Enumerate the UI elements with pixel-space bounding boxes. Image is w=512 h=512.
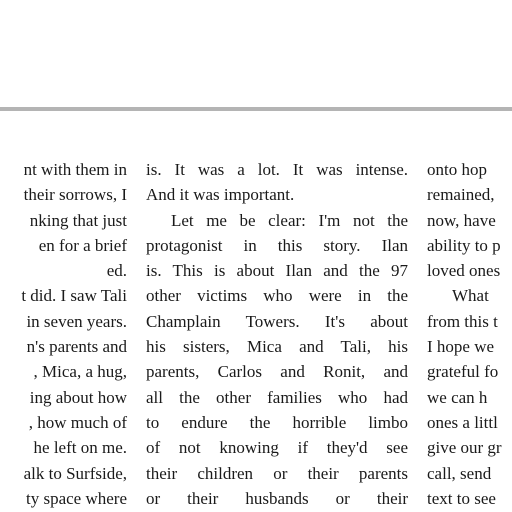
text-line: all the other families who had <box>146 387 408 407</box>
text-line: ones a littl <box>427 412 498 432</box>
text-line: in seven years. <box>26 311 127 331</box>
text-line: their children or their parents <box>146 463 408 483</box>
text-line: ability to p <box>427 235 501 255</box>
left-column <box>21 157 127 511</box>
text-line: t did. I saw Tali <box>21 286 127 306</box>
text-line: ty space where <box>25 488 127 508</box>
text-line: is. It was a lot. It was intense. <box>146 160 408 179</box>
text-line: he left on me. <box>33 438 127 458</box>
text-line: alk to Surfside, <box>23 463 127 483</box>
paragraph-first-line: Let me be clear: I'm not the <box>171 210 408 230</box>
text-line: n's parents and <box>26 337 127 357</box>
text-line: protagonist in this story. Ilan <box>146 235 408 255</box>
text-line: , how much of <box>28 412 127 432</box>
text-line: we can h <box>427 387 488 407</box>
paragraph-first-line: What <box>452 286 489 306</box>
text-line: ed. <box>106 261 127 281</box>
text-line: parents, Carlos and Ronit, and <box>146 362 408 382</box>
text-line: other victims who were in the <box>146 286 408 306</box>
text-line: or their husbands or their <box>146 488 408 508</box>
text-line: ing about how <box>29 387 127 407</box>
text-line: Champlain Towers. It's about <box>146 311 408 331</box>
text-line: grateful fo <box>427 362 499 382</box>
text-line: their sorrows, I <box>23 185 127 205</box>
text-line: give our gr <box>427 438 502 458</box>
text-line: en for a brief <box>38 235 127 255</box>
text-line: his sisters, Mica and Tali, his <box>146 337 408 357</box>
text-line: loved ones <box>427 261 501 281</box>
text-line: call, send <box>427 463 492 483</box>
middle-column <box>146 157 408 511</box>
text-line: nt with them in <box>23 160 127 179</box>
text-line: to endure the horrible limbo <box>146 412 408 432</box>
text-line: of not knowing if they'd see <box>146 438 408 458</box>
text-line: And it was important. <box>146 185 295 205</box>
text-line: from this t <box>427 311 498 331</box>
text-line: is. This is about Ilan and the 97 <box>146 261 408 281</box>
text-line: onto hop <box>427 160 487 179</box>
text-line: , Mica, a hug, <box>33 362 127 382</box>
horizontal-divider <box>0 107 512 111</box>
text-line: now, have <box>427 210 496 230</box>
text-line: I hope we <box>427 337 495 357</box>
text-line: text to see <box>427 488 496 508</box>
right-column <box>427 157 502 511</box>
text-line: nking that just <box>29 210 127 230</box>
text-line: remained, <box>427 185 495 205</box>
